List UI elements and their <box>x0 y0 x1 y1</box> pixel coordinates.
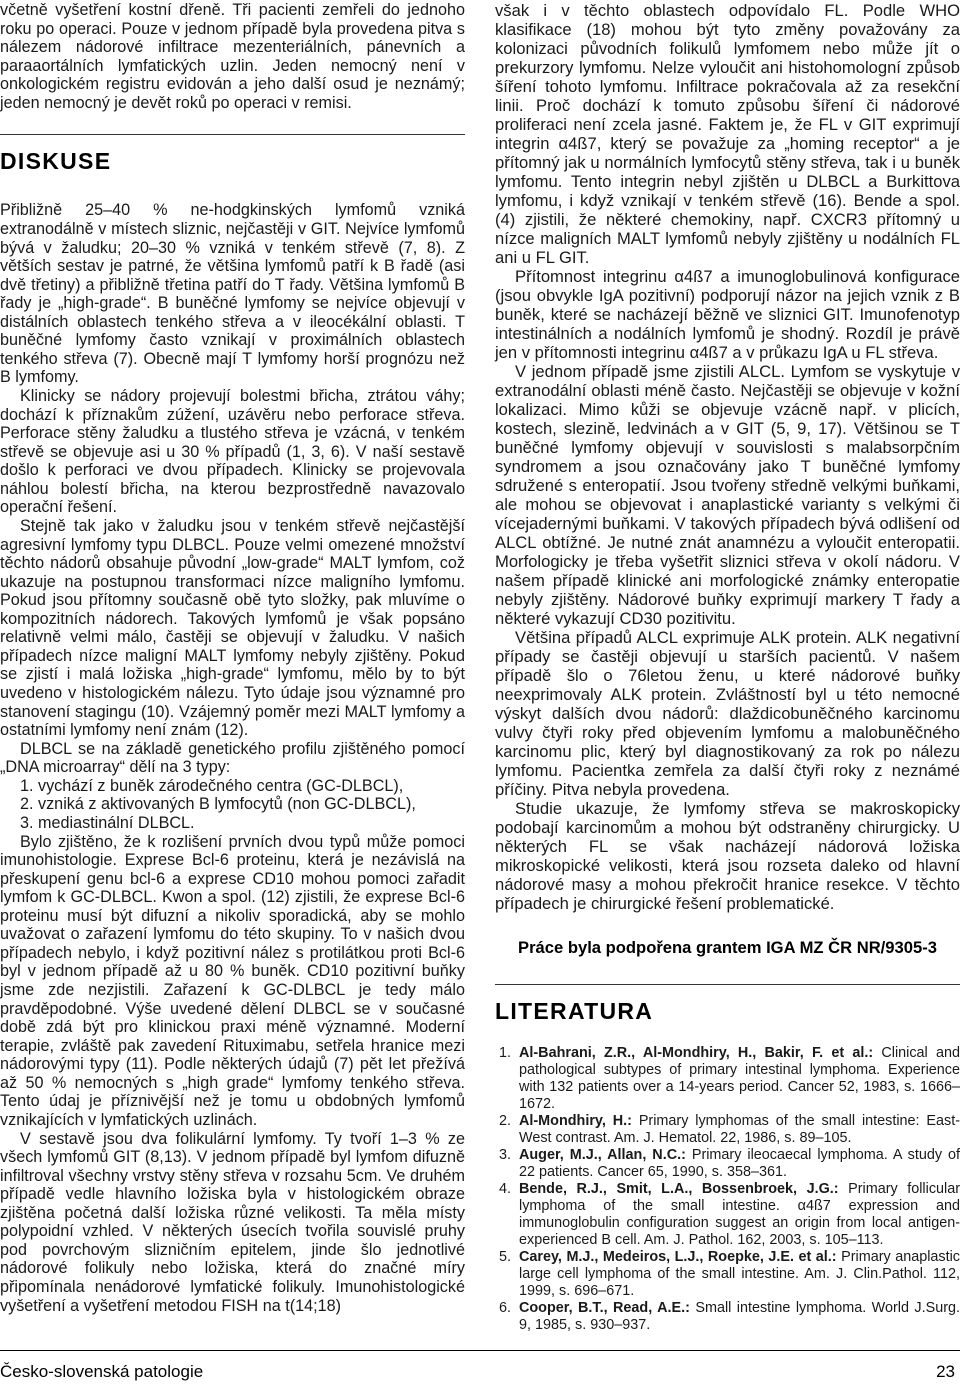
reference-text: Primary ileocaecal lymphoma. A study of 22 patients. Cancer 65, 1990, s. 358–361. <box>519 1147 960 1180</box>
discussion-paragraph: Přibližně 25–40 % ne-hodgkinských lymfomů vzniká extranodálně v místech sliznic, nejčastěji v GIT. Nejvíce lymfomů bývá v žaludku; 20–30 % vzniká v tenkém střevě (7, 8). Z větších sestav je patrné, že většina lymfomů patří k B řadě (asi dvě třetiny) a přibližně třetina patří do T řady. Většina lymfomů B řady je „high-grade“. B buněčné lymfomy se nejvíce objevují v distálních oblastech tenkého střeva a v ileocékální oblasti. T buněčné lymfomy často vznikají v proximálních oblastech tenkého střeva (7). Obecně mají T lymfomy horší prognózu než B lymfomy. <box>0 201 465 387</box>
discussion-paragraph: V sestavě jsou dva folikulární lymfomy. Ty tvoří 1–3 % ze všech lymfomů GIT (8,13). V jednom případě byl lymfom difuzně infiltroval všechny vrstvy stěny střeva v rozsahu 5cm. Ve druhém případě vedle hlavního ložiska byla v histologickém obraze zjištěna početná další ložiska různé velikosti. Ta měla místy polypoidní vzhled. V některých úsecích tvořila souvislé pruhy pod povrchovým slizničním epitelem, jinde šlo jednotlivé nádorové folikuly nebo ložiska, která do značné míry připomínala nenádorové lymfatické folikuly. Imunohistologické vyšetření a vyšetření metodou FISH na t(14;18) <box>0 1129 465 1315</box>
reference-number: 4. <box>498 1181 511 1197</box>
page-footer <box>0 1350 960 1381</box>
left-column <box>0 0 465 1315</box>
reference-number: 3. <box>498 1147 511 1163</box>
reference-number: 6. <box>498 1300 511 1316</box>
body-paragraph: však i v těchto oblastech odpovídalo FL. Podle WHO klasifikace (18) mohou být tyto změny považovány za kolonizaci původních folikulů lymfomem nebo může jít o prekurzory lymfomu. Nelze vyloučit ani histohomologní způsob šíření tohoto lymfomu. Infiltrace pokračovala až za resekční linii. Proč dochází k tomuto způsobu šíření či nádorové proliferaci není zcela jasné. Faktem je, že FL v GIT exprimují integrin α4ß7, který se považuje za „homing receptor“ a je přítomný jak u normálních lymfocytů stěny střeva, tak i u buněk lymfomu. Tento integrin nebyl zjištěn u DLBCL a Burkittova lymfomu, i když vznikají v tenkém střevě (16). Bende a spol. (4) zjistili, že některé chemokiny, např. CXCR3 přítomný u nízce maligních MALT lymfomů nebyly zjištěny u nodálních FL ani u FL GIT. <box>495 1 960 267</box>
reference-authors: Carey, M.J., Medeiros, L.J., Roepke, J.E. et al.: <box>519 1249 837 1265</box>
reference-text: Primary anaplastic large cell lymphoma of the small intestine. Am. J. Clin.Pathol. 112, 1999, s. 696–671. <box>519 1249 960 1299</box>
reference-text: Primary lymphomas of the small intestine: East-West contrast. Am. J. Hematol. 22, 1986, s. 89–105. <box>519 1113 960 1146</box>
grant-acknowledgement: Práce byla podpořena grantem IGA MZ ČR NR/9305-3 <box>518 938 937 957</box>
reference-text: Small intestine lymphoma. World J.Surg. 9, 1985, s. 930–937. <box>519 1300 960 1333</box>
literature-heading: LITERATURA <box>495 998 654 1024</box>
body-paragraph: Přítomnost integrinu α4ß7 a imunoglobulinová konfigurace (jsou obvykle IgA pozitivní) podporují názor na jejich vznik z B buněk, které se nacházejí běžně ve sliznici GIT. Imunofenotyp intestinálních a nodálních lymfomů je shodný. Rozdíl je právě jen v přítomnosti integrinu α4ß7 a v průkazu IgA u FL střeva. <box>495 267 960 362</box>
reference-authors: Auger, M.J., Allan, N.C.: <box>519 1147 686 1163</box>
reference-authors: Al-Bahrani, Z.R., Al-Mondhiry, H., Bakir, F. et al.: <box>519 1045 874 1061</box>
discussion-paragraph: Stejně tak jako v žaludku jsou v tenkém střevě nejčastější agresivní lymfomy typu DLBCL. Pouze velmi omezené množství těchto nádorů obsahuje původní „low-grade“ MALT lymfom, což ukazuje na postupnou transformaci nízce maligního lymfomu. Pokud jsou přítomny současně obě tyto složky, pak mluvíme o kompozitních nádorech. Takových lymfomů je však popsáno relativně velmi málo, častěji se objevují v žaludku. V našich případech nízce maligní MALT lymfomy nebyly zjištěny. Pokud se zjistí i malá ložiska „high-grade“ lymfomu, mělo by to být uvedeno v histologickém nálezu. Tyto údaje jsou významné pro stanovení stagingu (10). Vzájemný poměr mezi MALT lymfomy a ostatními lymfomy není znám (12). <box>0 516 465 740</box>
discussion-paragraph: Klinicky se nádory projevují bolestmi břicha, ztrátou váhy; dochází k příznakům zúžení, uzávěru nebo perforace střeva. Perforace stěny žaludku a tlustého střeva je vzácná, v tenkém střevě se objevuje asi u 30 % případů (1, 3, 6). V naší sestavě došlo k perforaci ve dvou případech. Klinicky se projevovala náhlou bolestí břicha, na kterou bezprostředně navazovalo operační řešení. <box>0 387 465 517</box>
reference-number: 2. <box>498 1113 511 1129</box>
page-number: 23 <box>936 1362 955 1381</box>
dlbcl-type-item: 1. vychází z buněk zárodečného centra (GC-DLBCL), <box>20 776 404 795</box>
section-divider <box>495 984 960 985</box>
discussion-heading: DISKUSE <box>0 148 112 175</box>
reference-authors: Al-Mondhiry, H.: <box>519 1113 632 1129</box>
discussion-paragraph: Bylo zjištěno, že k rozlišení prvních dvou typů může pomoci imunohistologie. Exprese Bcl-6 proteinu, která je nezávislá na přeskupení genu bcl-6 a exprese CD10 mohou pomoci zařadit lymfom k GC-DLBCL. Kwon a spol. (12) zjistili, že exprese Bcl-6 proteinu musí být difuzní a nikoliv sporadická, aby se mohlo uvažovat o zařazení lymfomu do této skupiny. To v našich dvou případech nebylo, i když pozitivní nález s protilátkou proti Bcl-6 byl v jednom případě až u 80 % buněk. CD10 pozitivní buňky jsme zde nezjistili. Zařazení k GC-DLBCL je tedy málo pravděpodobné. Výše uvedené dělení DLBCL se v současné době zdá být pro klinickou praxi méně významné. Moderní terapie, zvláště pak zavedení Rituximabu, setřela hranice mezi nádorovými typy (11). Podle některých údajů (7) pět let přežívá až 50 % nemocných s „high grade“ lymfomy tenkého střeva. Tento údaj je příznivější než je tomu u obdobných lymfomů vznikajících v lymfatických uzlinách. <box>0 832 465 1129</box>
reference-authors: Bende, R.J., Smit, L.A., Bossenbroek, J.G.: <box>519 1181 839 1197</box>
reference-item <box>495 1113 960 1147</box>
reference-authors: Cooper, B.T., Read, A.E.: <box>519 1300 690 1316</box>
reference-item <box>495 1045 960 1113</box>
dlbcl-type-item: 3. mediastinální DLBCL. <box>20 813 195 832</box>
reference-item <box>495 1147 960 1181</box>
right-column <box>495 0 960 1334</box>
discussion-paragraph: DLBCL se na základě genetického profilu zjištěného pomocí „DNA microarray“ dělí na 3 typy: <box>0 739 465 777</box>
reference-item <box>495 1249 960 1300</box>
body-paragraph: Většina případů ALCL exprimuje ALK protein. ALK negativní případy se častěji objevují u starších pacientů. V našem případě šlo o 76letou ženu, u které nádorové buňky neexprimovaly ALK protein. Zvláštností byl u této nemocné výskyt dalších dvou nádorů: dlaždicobuněčného karcinomu vulvy čtyři roky před objevením lymfomu a malobuněčného karcinomu plic, který byl diagnostikovaný za rok po nálezu lymfomu. Pacientka zemřela za další čtyři roky z neznámé příčiny. Pitva nebyla provedena. <box>495 628 960 799</box>
reference-number: 5. <box>498 1249 511 1265</box>
section-divider <box>0 134 465 135</box>
reference-item <box>495 1300 960 1334</box>
body-paragraph: Studie ukazuje, že lymfomy střeva se makroskopicky podobají karcinomům a mohou být odstraněny chirurgicky. U některých FL se však nacházejí nádorová ložiska mikroskopické velikosti, která jsou rozseta daleko od hlavní nádorové masy a mohou překročit hranice resekce. V těchto případech je chirurgické řešení problematické. <box>495 799 960 913</box>
reference-item <box>495 1181 960 1249</box>
reference-text: Primary follicular lymphoma of the small intestine. α4ß7 expression and immunoglobulin configuration suggest an origin from local antigen-experienced B cell. Am. J. Pathol. 162, 2003, s. 105–113. <box>519 1181 960 1248</box>
intro-paragraph: včetně vyšetření kostní dřeně. Tři pacienti zemřeli do jednoho roku po operaci. Pouze v jednom případě byla provedena pitva s nálezem nádorové infiltrace mezenteriálních, pánevních a paraaortálních lymfatických uzlin. Jeden nemocný není v onkologickém registru evidován a jeho další osud je neznámý; jeden nemocný je devět roků po operaci v remisi. <box>0 1 465 112</box>
journal-name: Česko-slovenská patologie <box>0 1362 204 1381</box>
reference-text: Clinical and pathological subtypes of primary intestinal lymphoma. Experience with 132 patients over a 14-years period. Cancer 52, 1983, s. 1666–1672. <box>519 1045 960 1112</box>
reference-list <box>495 1045 960 1334</box>
reference-number: 1. <box>498 1045 511 1061</box>
body-paragraph: V jednom případě jsme zjistili ALCL. Lymfom se vyskytuje v extranodální oblasti méně často. Nejčastěji se objevuje v kožní lokalizaci. Mimo kůži se objevuje vzácně např. v plicích, kostech, slezině, ledvinách a v GIT (5, 9, 17). Většinou se T buněčné lymfomy objevují v souvislosti s malabsorpčním syndromem a jsou označovány jako T buněčné lymfomy sdružené s enteropatií. Jsou tvořeny středně velkými buňkami, ale mohou se objevovat i anaplastické varianty s velkými či vícejadernými buňkami. V takových případech bývá odlišení od ALCL obtížné. Je nutné znát anamnézu a vyloučit enteropatii. Morfologicky je třeba vyšetřit sliznici střeva v okolí nádoru. V našem případě klinické ani morfologické známky enteropatie nebyly zjištěny. Nádorové buňky exprimují markery T řady a některé vykazují CD30 pozitivitu. <box>495 362 960 628</box>
dlbcl-type-item: 2. vzniká z aktivovaných B lymfocytů (non GC-DLBCL), <box>20 795 416 814</box>
